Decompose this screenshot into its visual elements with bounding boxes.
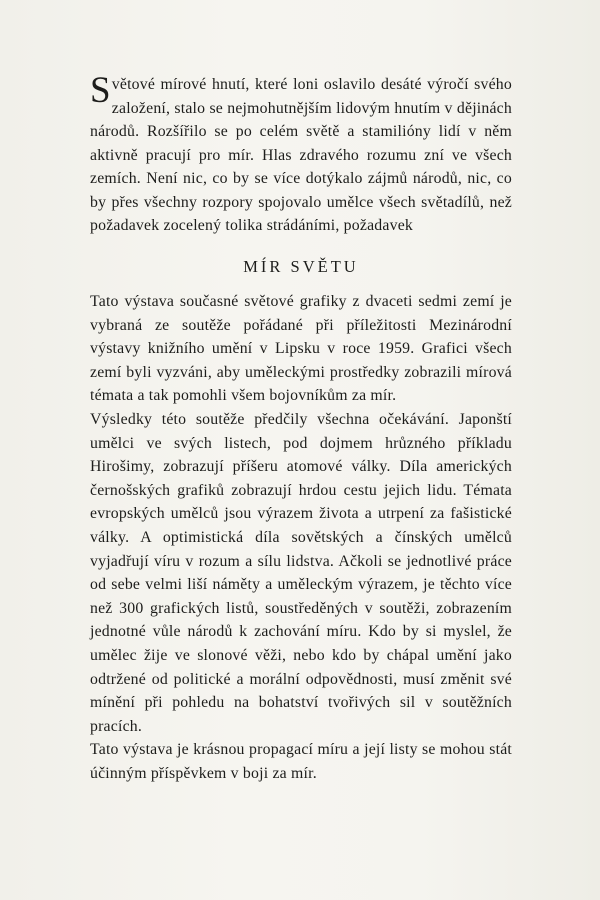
body-text [90, 290, 512, 785]
paragraph-results: Výsledky této soutěže předčily všechna očekávání. Japonští umělci ve svých listech, pod dojmem hrůzného příkladu Hirošimy, zobrazují příšeru atomové války. Díla amerických černošských grafiků zobrazují hrdou cestu jejich lidu. Témata evropských umělců jsou výrazem života a utrpení za fašistické války. A optimistická díla sovětských a čínských umělců vyjadřují víru v rozum a sílu lidstva. Ačkoli se jednotlivé práce od sebe velmi liší náměty a uměleckým výrazem, je těchto více než 300 grafických listů, soustředěných v soutěži, zobrazením jednotné vůle národů k zachování míru. Kdo by si myslel, že umělec žije ve slonové věži, nebo kdo by chápal umění jako odtržené od politické a morální odpovědnosti, musí změnit své mínění při pohledu na bohatství tvořivých sil v soutěžních pracích. [90, 410, 512, 735]
paragraph-closing: Tato výstava je krásnou propagací míru a její listy se mohou stát účinným příspěvkem v boji za mír. [90, 741, 512, 782]
intro-text: větové mírové hnutí, které loni oslavilo desáté výročí svého založení, stalo se nejmohutnějším lidovým hnutím v dějinách národů. Rozšířilo se po celém světě a stamilióny lidí v něm aktivně pracují pro mír. Hlas zdravého rozumu zní ve všech zemích. Není nic, co by se více dotýkalo zájmů národů, nic, co by přes všechny rozpory spojovalo umělce všech světadílů, než požadavek zocelený tolika strádáními, požadavek [90, 76, 512, 234]
intro-paragraph [90, 70, 512, 238]
section-heading: MÍR SVĚTU [243, 257, 359, 276]
drop-cap: S [90, 70, 111, 111]
paragraph-exhibition: Tato výstava současné světové grafiky z dvaceti sedmi zemí je vybraná ze soutěže pořádané při příležitosti Mezinárodní výstavy knižního umění v Lipsku v roce 1959. Grafici všech zemí byli vyzváni, aby uměleckými prostředky zobrazili mírová témata a tak pomohli všem bojovníkům za mír. [90, 293, 512, 405]
